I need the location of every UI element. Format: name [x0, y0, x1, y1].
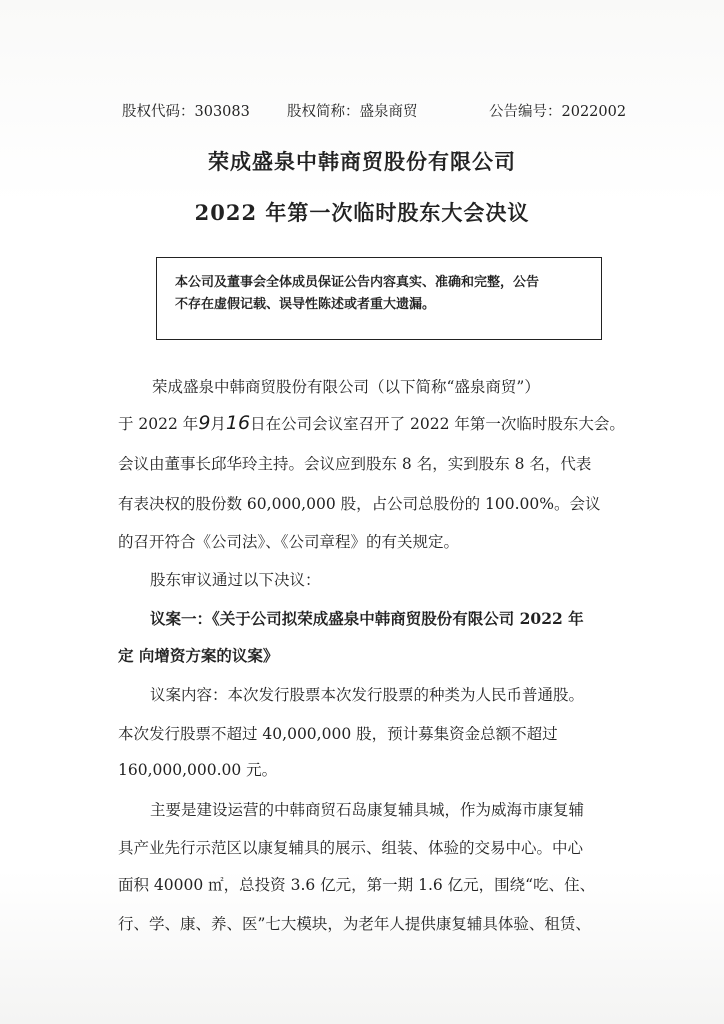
paragraph-4-line-4: 行、学、康、养、医”七大模块，为老年人提供康复辅具体验、租赁、	[118, 915, 591, 933]
paragraph-1-line-1: 荣成盛泉中韩商贸股份有限公司（以下简称“盛泉商贸”）	[152, 378, 540, 396]
notice-number: 公告编号：2022002	[489, 104, 627, 120]
paragraph-4-line-1: 主要是建设运营的中韩商贸石岛康复辅具城，作为威海市康复辅	[150, 801, 585, 819]
stock-code: 股权代码：303083	[122, 104, 250, 120]
meeting-title: 2022 年第一次临时股东大会决议	[194, 200, 530, 225]
date-suffix: 日在公司会议室召开了 2022 年第一次临时股东大会。	[250, 415, 625, 433]
month-char: 月	[210, 415, 226, 433]
paragraph-1-line-2	[118, 412, 625, 434]
paragraph-2: 股东审议通过以下决议：	[150, 571, 321, 589]
disclaimer-box	[156, 257, 602, 340]
paragraph-3-line-3: 160,000,000.00 元。	[118, 761, 278, 779]
paragraph-1-line-3: 会议由董事长邱华玲主持。会议应到股东 8 名，实到股东 8 名，代表	[118, 455, 592, 473]
company-title: 荣成盛泉中韩商贸股份有限公司	[208, 149, 516, 174]
handwritten-day: 16	[225, 412, 251, 434]
stock-abbreviation: 股权简称：盛泉商贸	[287, 104, 418, 120]
disclaimer-line-2: 不存在虚假记载、误导性陈述或者重大遗漏。	[175, 297, 436, 312]
paragraph-1-line-4: 有表决权的股份数 60,000,000 股，占公司总股份的 100.00%。会议	[118, 495, 601, 513]
paragraph-3-line-2: 本次发行股票不超过 40,000,000 股，预计募集资金总额不超过	[118, 725, 558, 743]
motion-title-line-1: 议案一：《关于公司拟荣成盛泉中韩商贸股份有限公司 2022 年	[150, 609, 584, 628]
paragraph-4-line-3: 面积 40000 ㎡，总投资 3.6 亿元，第一期 1.6 亿元，围绕“吃、住、	[118, 876, 596, 894]
handwritten-month: 9	[198, 412, 211, 434]
paragraph-3-line-1: 议案内容：本次发行股票本次发行股票的种类为人民币普通股。	[150, 686, 585, 704]
paragraph-4-line-2: 具产业先行示范区以康复辅具的展示、组装、体验的交易中心。中心	[118, 839, 584, 857]
date-prefix: 于 2022 年	[118, 415, 199, 433]
motion-title-line-2: 定 向增资方案的议案》	[118, 646, 279, 665]
paragraph-1-line-5: 的召开符合《公司法》、《公司章程》的有关规定。	[118, 533, 460, 551]
disclaimer-line-1: 本公司及董事会全体成员保证公告内容真实、准确和完整，公告	[175, 275, 540, 290]
